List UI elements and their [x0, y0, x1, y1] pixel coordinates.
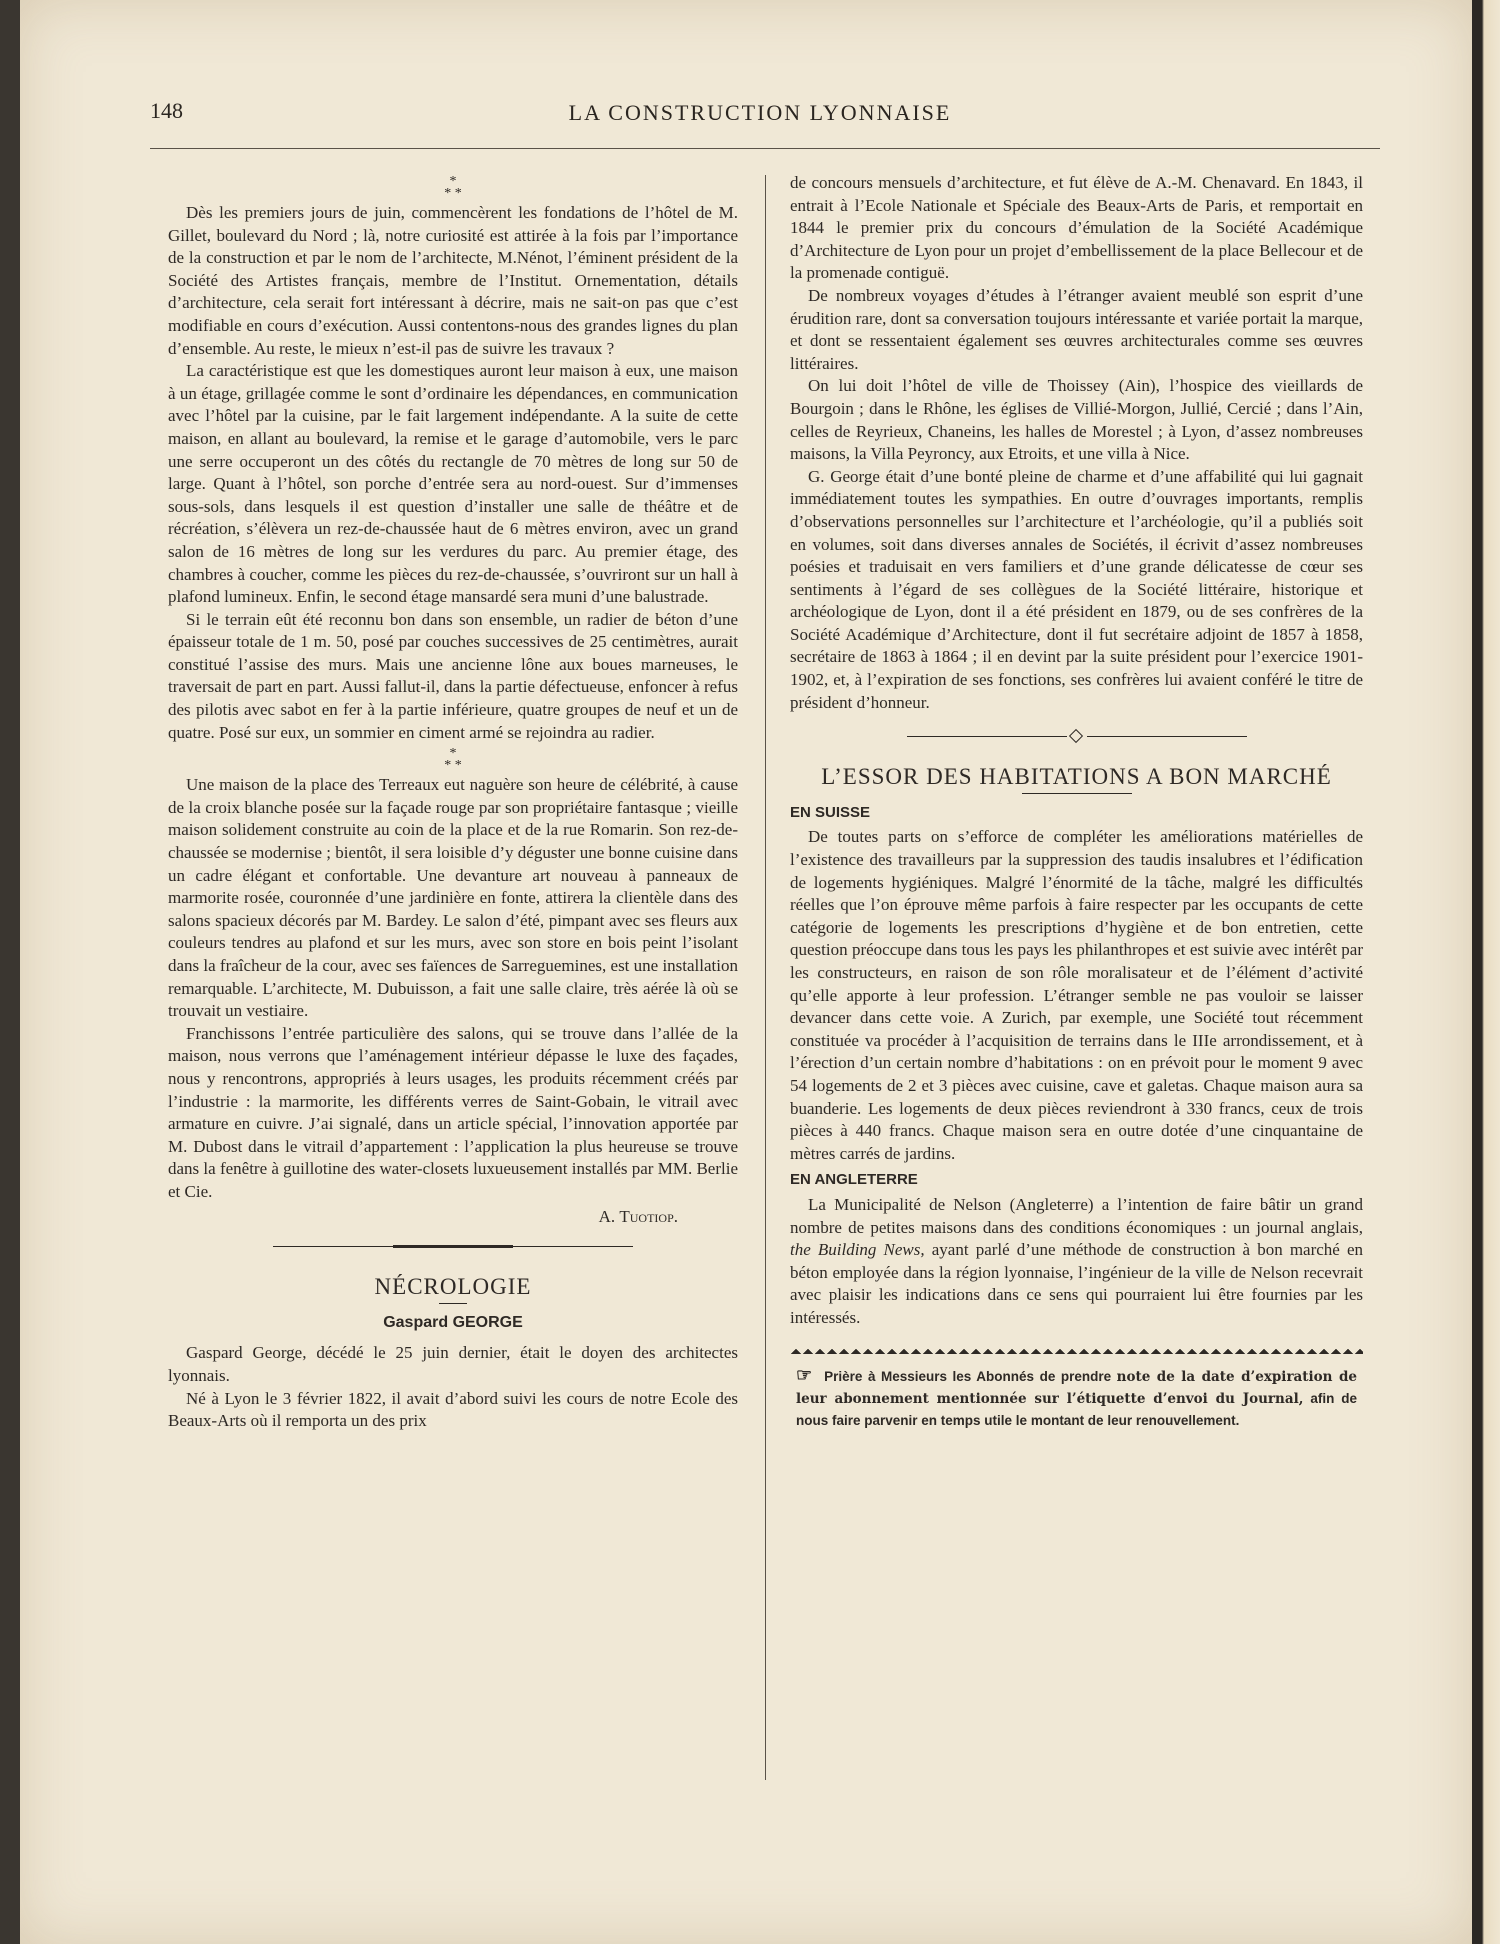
asterism: * * * [444, 746, 462, 774]
necrologie-title: NÉCROLOGIE [374, 1274, 532, 1300]
paragraph-george-bonte: G. George était d’une bonté pleine de charme et d’une affabilité qui lui gagnait immédiatement toutes les sympathies. En outre d’ouvrages importants, remplis d’observations personnelles sur l’architecture et l’archéologie, qu’il a publiés soit en volumes, soit dans diverses annales de Sociétés, il écrivit d’assez nombreuses poésies et traduisait en vers familiers et d’une grande délicatesse de cœur ses sentiments à l’égard de ses collègues de la Société littéraire, historique et archéologique de Lyon, dont il a été président en 1879, ou de ses confrères de la Société Académique d’Architecture, dont il fut secrétaire adjoint de 1857 à 1858, secrétaire de 1863 à 1864 ; il en devint par la suite président pour l’exercice 1901-1902, et, à l’expiration de ses fonctions, ses confrères lui avaient conféré le titre de président d’honneur. [790, 466, 1363, 712]
pointing-hand-icon: ☞ [796, 1364, 813, 1385]
paragraph-angleterre: La Municipalité de Nelson (Angleterre) a l’intention de faire bâtir un grand nombre de petites maisons dans des conditions économiques : un journal anglais, the Building News, ayant parlé d’une méthode de construction à bon marché en béton employée dans la région lyonnaise, l’ingénieur de la ville de Nelson recevrait avec plaisir les indications dans ce sens qui pourraient lui être fournies par les intéressés. [790, 1194, 1364, 1327]
subhead-suisse: EN SUISSE [790, 803, 871, 821]
article-signature: A. Tuotiop. [598, 1206, 678, 1226]
asterism: * * * [444, 174, 462, 201]
paragraph-hotel-gillet: Dès les premiers jours de juin, commencèrent les fondations de l’hôtel de M. Gillet, boulevard du Nord ; là, notre curiosité est attirée à la fois par l’importance de la construction et par le nom de l’architecte, M.Nénot, l’éminent président de la Société des Artistes français, membre de l’Institut. Ornementation, détails d’architecture, cela serait fort intéressant à décrire, mais ne sait-on pas que c’est modifiable en cours d’exécution. Aussi contentons-nous des grandes lignes du plan d’ensemble. Au reste, le mieux n’est-il pas de suivre les travaux ? [168, 203, 738, 358]
paragraph-terrain: Si le terrain eût été reconnu bon dans son ensemble, un radier de béton d’une épaisseur totale de 1 m. 50, posé par couches successives de 25 centimètres, aurait constitué l’assise des murs. Mais une ancienne lône aux boues marneuses, le traversait de part en part. Aussi fallut-il, dans la partie défectueuse, enfoncer à refus des pilotis avec sabot en fer à la partie inférieure, quatre groupes de neuf et un de quatre. Posé sur eux, un sommier en ciment armé se rejoindra au radier. [168, 609, 738, 742]
necrologie-name: Gaspard GEORGE [383, 1313, 523, 1331]
header-rule [150, 148, 1380, 149]
sawtooth-border [790, 1344, 1363, 1354]
subhead-angleterre: EN ANGLETERRE [790, 1171, 918, 1189]
subscription-notice: ☞ Prière à Messieurs les Abonnés de prendre note de la date d’expiration de leur abonnement mentionnée sur l’étiquette d’envoi du Journal, afin de nous faire parvenir en temps utile le montant de leur renouvellement. [796, 1364, 1357, 1428]
section-separator [273, 1236, 633, 1258]
paragraph-george-oeuvres: On lui doit l’hôtel de ville de Thoissey (Ain), l’hospice des vieillards de Bourgoin ; dans le Rhône, les églises de Villié-Morgon, Jullié, Cercié ; dans l’Ain, celles de Reyrieux, Chaneins, les halles de Morestel ; à Lyon, d’assez nombreuses maisons, la Villa Peyroncy, aux Etroits, et une villa à Nice. [790, 376, 1363, 464]
paragraph-terreaux: Une maison de la place des Terreaux eut naguère son heure de célébrité, à cause de la croix blanche posée sur la façade rouge par son propriétaire fantasque ; vieille maison solidement construite au coin de la place et de la rue Romarin. Son rez-de-chaussée se modernise ; bientôt, il sera loisible d’y déguster une bonne cuisine dans un cadre élégant et confortable. Une devanture art nouveau à panneaux de marmorite rosée, couronnée d’une jardinière en fonte, attirera la clientèle dans des salons spacieux décorés par M. Bardey. Le salon d’été, pimpant avec ses fleurs aux couleurs tendres au plafond et sur les murs, avec son store en bois peint l’isolant dans la fraîcheur de la cour, avec ses faïences de Sarreguemines, est une installation remarquable. L’architecte, M. Dubuisson, a fait une salle claire, très aérée là où se trouvait un vestiaire. [168, 775, 738, 1021]
next-page-edge [1472, 0, 1500, 1944]
page-number: 148 [150, 98, 183, 123]
paragraph-george-voyages: De nombreux voyages d’études à l’étranger avaient meublé son esprit d’une érudition rare, dont sa conversation toujours intéressante et variée portait la marque, et dont se ressentaient également ses œuvres architecturales comme ses œuvres littéraires. [790, 285, 1363, 373]
paragraph-george-concours: de concours mensuels d’architecture, et fut élève de A.-M. Chenavard. En 1843, il entrait à l’Ecole Nationale et Spéciale des Beaux-Arts de Paris, et remportait en 1844 le premier prix du concours d’émulation de la Société Académique d’Architecture de Lyon pour un projet d’embellissement de la place Bellecour et de la promenade contiguë. [790, 173, 1363, 283]
essor-title: L’ESSOR DES HABITATIONS A BON MARCHÉ [821, 764, 1332, 790]
paragraph-necro-1: Gaspard George, décédé le 25 juin dernier, était le doyen des architectes lyonnais. [168, 1343, 738, 1385]
right-column [790, 172, 1363, 1432]
title-underline [439, 1303, 467, 1304]
paragraph-suisse: De toutes parts on s’efforce de compléter les améliorations matérielles de l’existence des travailleurs par la suppression des taudis insalubres et l’édification de logements hygiéniques. Malgré l’énormité de la tâche, malgré les difficultés réelles que l’on éprouve même parfois à faire respecter par les occupants de cette catégorie de logements les prescriptions d’hygiène et de bon entretien, cette question préoccupe dans tous les pays les philanthropes et est suivie avec intérêt par les constructeurs, en raison de son rôle moralisateur et de l’élément d’activité qu’elle apporte à leur profession. L’étranger semble ne pas vouloir se laisser devancer dans cette voie. A Zurich, par exemple, une Société tout récemment constituée va procéder à l’acquisition de terrains dans le IIIe arrondissement, et à l’érection d’un certain nombre d’habitations : on en prévoit pour le moment 9 avec 54 logements de 2 et 3 pièces avec cuisine, cave et galetas. Chaque maison aura sa buanderie. Les logements de deux pièces reviendront à 330 francs, ceux de trois pièces à 440 francs. Chaque maison sera en outre dotée d’une cinquantaine de mètres carrés de jardins. [790, 827, 1363, 1163]
running-title: LA CONSTRUCTION LYONNAISE [568, 100, 952, 125]
column-rule [765, 175, 766, 1780]
title-underline [1022, 793, 1132, 794]
paragraph-domestiques: La caractéristique est que les domestiques auront leur maison à eux, une maison à un étage, grillagée comme le sont d’ordinaire les dépendances, en communication avec l’hôtel par la cuisine, par le fait largement indépendante. A la suite de cette maison, en allant au boulevard, la remise et le garage d’automobile, vers le parc une serre occuperont un des côtés du rectangle de 70 mètres de long sur 50 de large. Quant à l’hôtel, son porche d’entrée sera au nord-ouest. Sur d’immenses sous-sols, dans lesquels il est question d’installer une salle de théâtre et de récréation, s’élèvera un rez-de-chaussée haut de 6 mètres environ, avec un grand salon de 16 mètres de long sur les verdures du parc. Au premier étage, des chambres à coucher, comme les pièces du rez-de-chaussée, s’ouvriront sur un hall à plafond lumineux. Enfin, le second étage mansardé sera muni d’une balustrade. [168, 361, 738, 607]
section-separator [907, 726, 1247, 748]
left-column [168, 172, 738, 1433]
paragraph-salons: Franchissons l’entrée particulière des salons, qui se trouve dans l’allée de la maison, nous verrons que l’aménagement intérieur dépasse le luxe des façades, nous y rencontrons, appropriés à leurs usages, les produits récemment créés par l’industrie : la marmorite, les différents verres de Saint-Gobain, le vitrail avec armature en cuivre. J’ai signalé, dans un article spécial, l’innovation apportée par M. Dubost dans le vitrail d’appartement : l’application la plus heureuse se trouve dans la fenêtre à guillotine des water-closets luxueusement installés par MM. Berlie et Cie. [168, 1023, 738, 1201]
paragraph-necro-2: Né à Lyon le 3 février 1822, il avait d’abord suivi les cours de notre Ecole des Beaux-Arts où il remporta un des prix [168, 1388, 738, 1431]
